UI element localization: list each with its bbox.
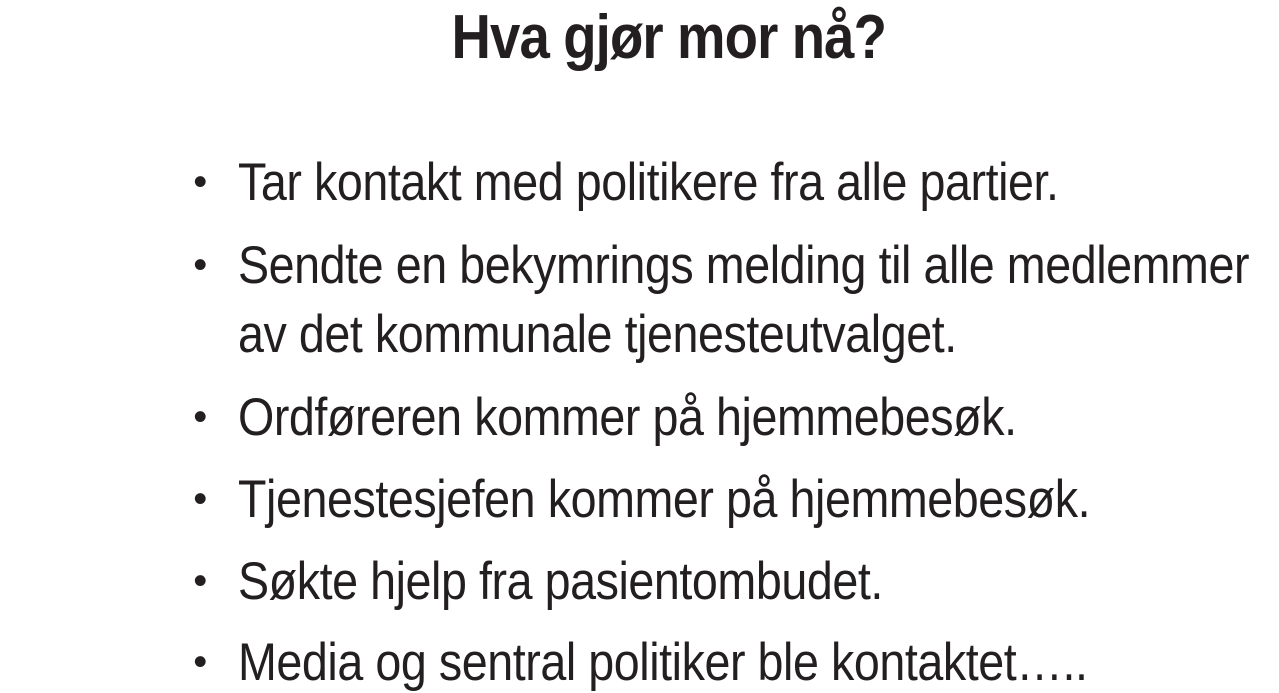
bullet-line: Media og sentral politiker ble kontaktet…..	[238, 633, 1088, 692]
bullet-line: av det kommunale tjenesteutvalget.	[238, 305, 957, 364]
bullet-line: Tar kontakt med politikere fra alle partier.	[238, 153, 1059, 212]
bullet-icon: •	[193, 640, 207, 684]
bullet-text	[238, 547, 883, 616]
bullet-line: Ordføreren kommer på hjemmebesøk.	[238, 388, 1017, 447]
bullet-icon: •	[193, 243, 207, 287]
bullet-line: Tjenestesjefen kommer på hjemmebesøk.	[238, 470, 1091, 529]
bullet-icon: •	[193, 477, 207, 521]
bullet-text	[238, 383, 1017, 452]
bullet-icon: •	[193, 160, 207, 204]
bullet-text	[238, 628, 1088, 693]
slide-title: Hva gjør mor nå?	[451, 3, 887, 72]
bullet-text	[238, 148, 1059, 217]
bullet-icon: •	[193, 559, 207, 603]
bullet-text	[238, 465, 1090, 534]
bullet-line: Sendte en bekymrings melding til alle medlemmer	[238, 236, 1250, 295]
bullet-line: Søkte hjelp fra pasientombudet.	[238, 552, 883, 611]
bullet-text	[238, 231, 1249, 369]
bullet-icon: •	[193, 395, 207, 439]
